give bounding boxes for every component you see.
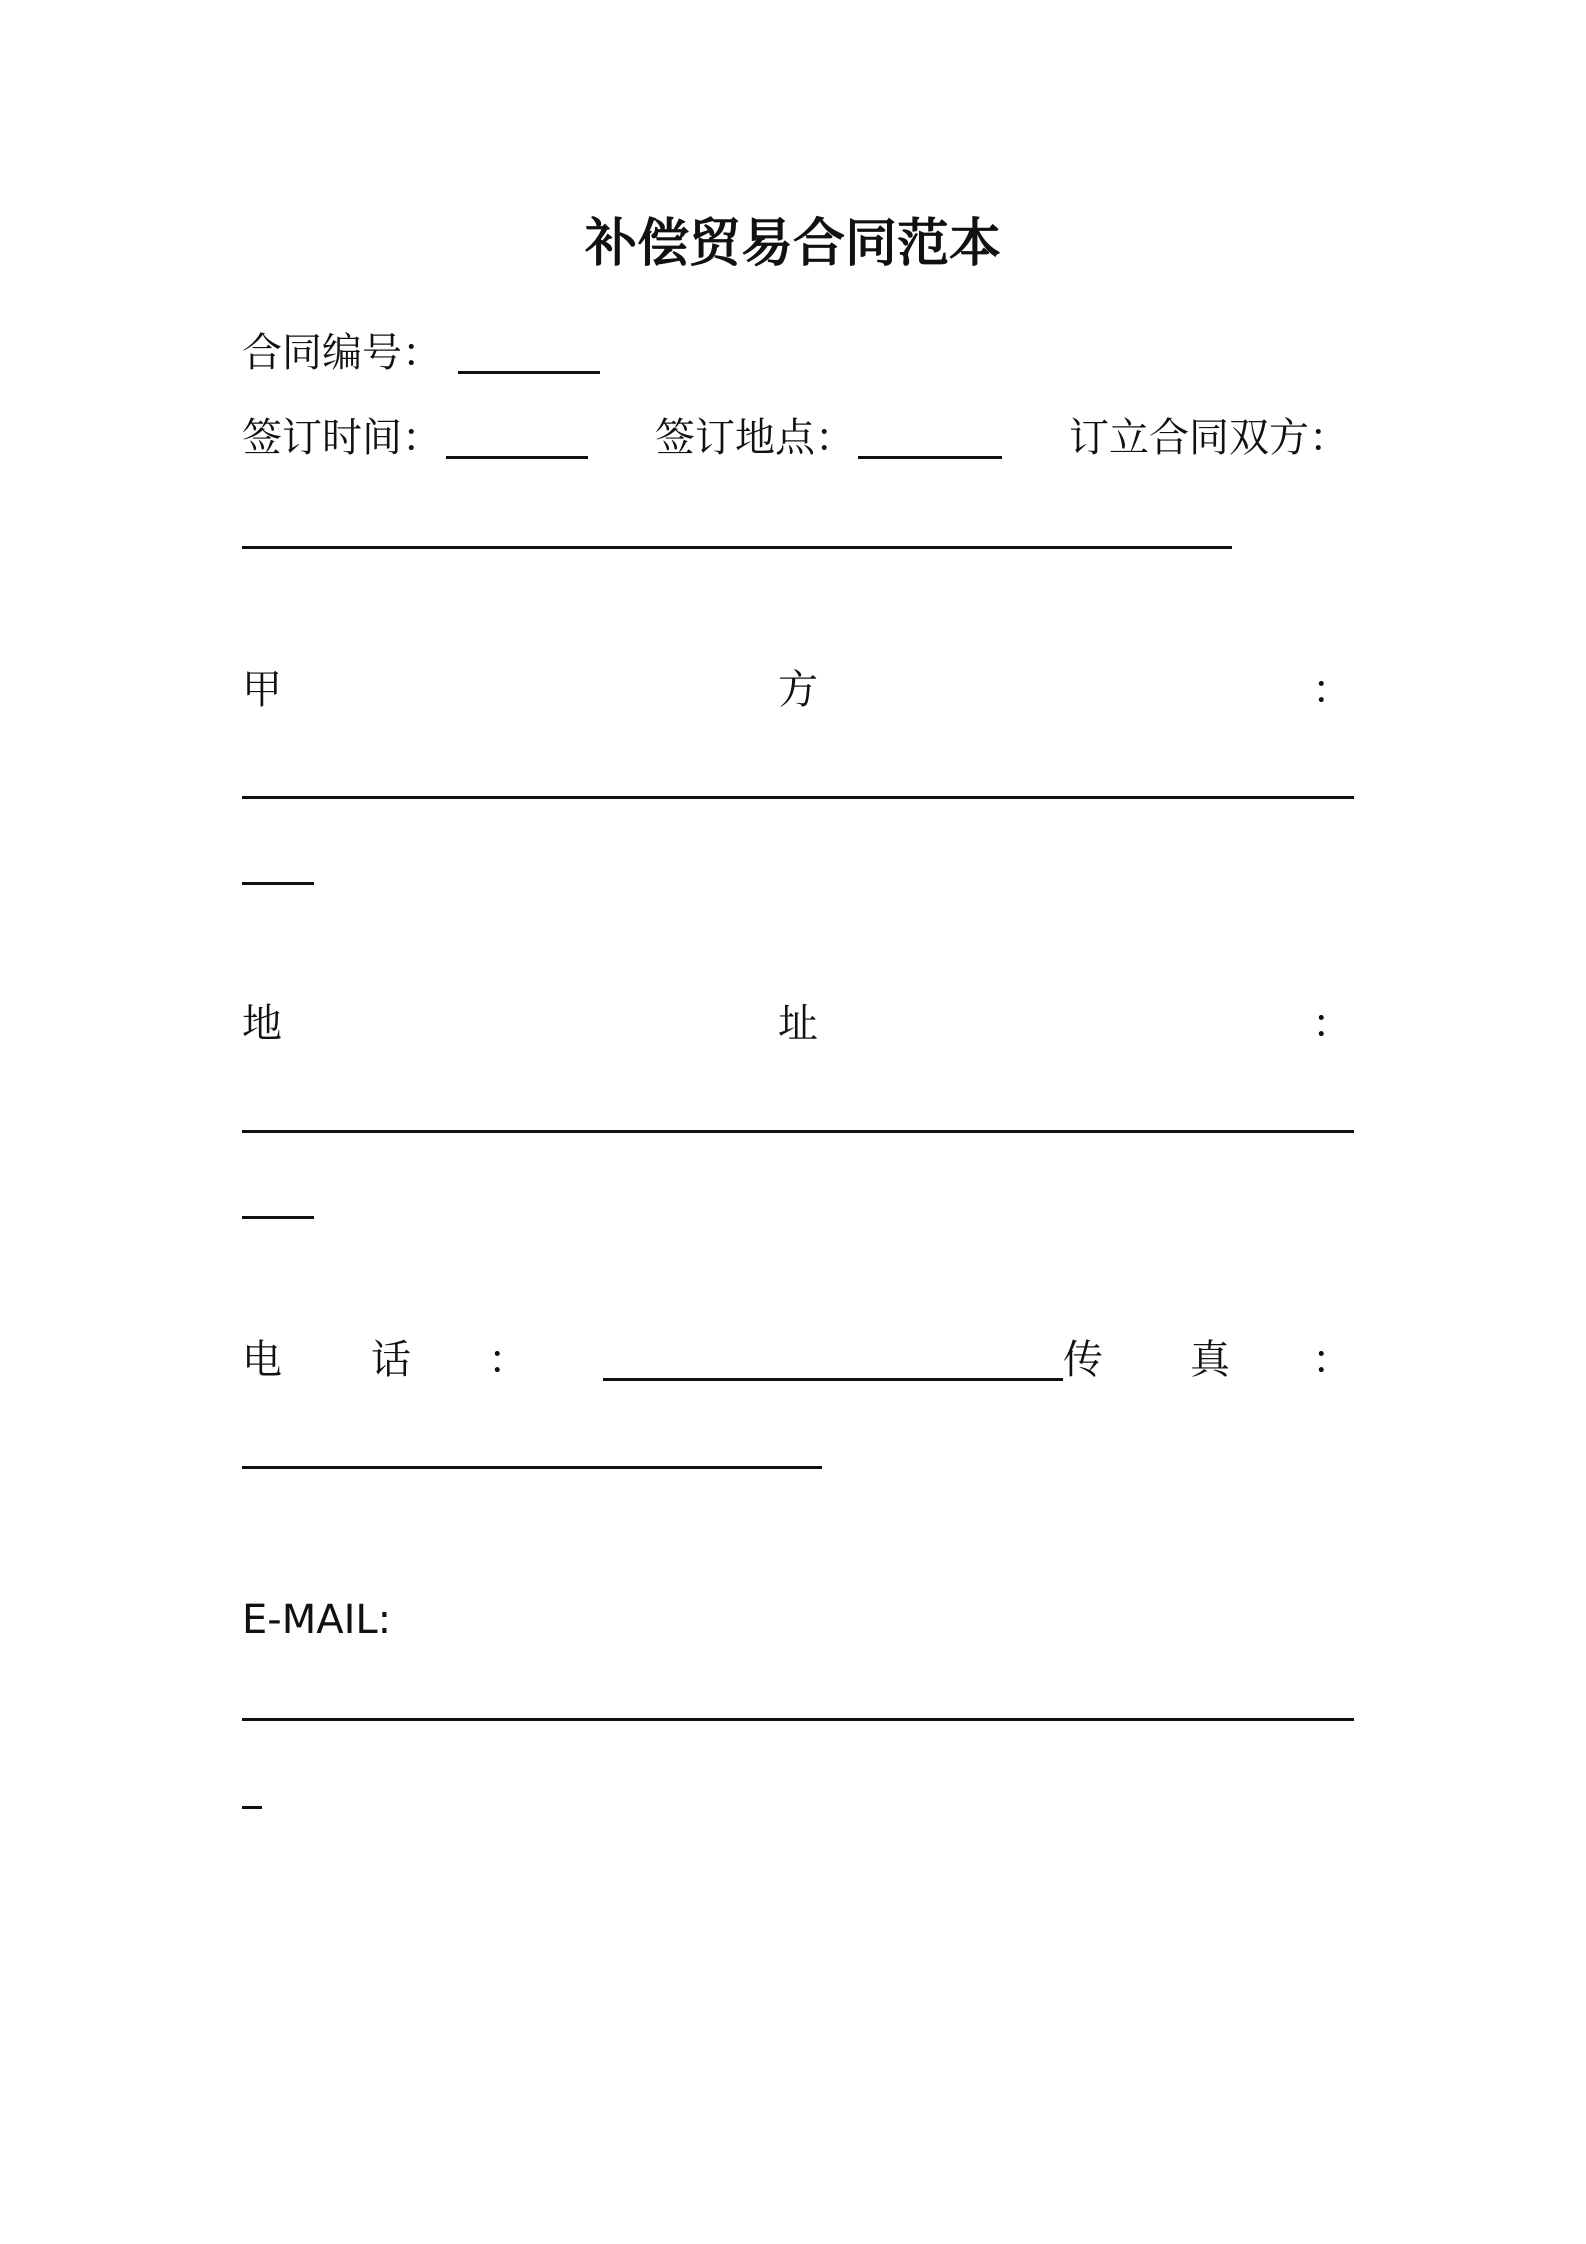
sign-place-field[interactable] <box>858 456 1002 459</box>
party-a-label-2: 方 <box>778 667 818 713</box>
page-title: 补偿贸易合同范本 <box>584 214 1001 274</box>
email-field-continuation[interactable] <box>242 1806 262 1809</box>
party-a-label-1: 甲 <box>242 667 282 713</box>
address-field[interactable] <box>242 1130 1354 1133</box>
contract-parties-field[interactable] <box>242 546 1232 549</box>
sign-place-label: 签订地点： <box>655 415 855 461</box>
party-a-field[interactable] <box>242 796 1354 799</box>
phone-label-2: 话 <box>371 1337 411 1383</box>
phone-colon: ： <box>488 1337 528 1383</box>
email-label: E-MAIL: <box>242 1597 392 1643</box>
contract-number-field[interactable] <box>458 371 600 374</box>
address-label-1: 地 <box>242 1001 282 1047</box>
address-field-continuation[interactable] <box>242 1216 314 1219</box>
party-a-field-continuation[interactable] <box>242 882 314 885</box>
address-label-2: 址 <box>778 1001 818 1047</box>
sign-time-field[interactable] <box>446 456 588 459</box>
contract-parties-label: 订立合同双方： <box>1069 415 1349 461</box>
phone-label-1: 电 <box>242 1337 282 1383</box>
fax-colon: ： <box>1312 1337 1352 1383</box>
sign-time-label: 签订时间： <box>242 415 442 461</box>
fax-label-1: 传 <box>1063 1337 1103 1383</box>
contract-number-label: 合同编号： <box>242 330 442 376</box>
address-colon: ： <box>1312 1001 1352 1047</box>
email-field[interactable] <box>242 1718 1354 1721</box>
party-a-colon: ： <box>1312 667 1352 713</box>
phone-field[interactable] <box>603 1378 1063 1381</box>
fax-field[interactable] <box>242 1466 822 1469</box>
fax-label-2: 真 <box>1190 1337 1230 1383</box>
